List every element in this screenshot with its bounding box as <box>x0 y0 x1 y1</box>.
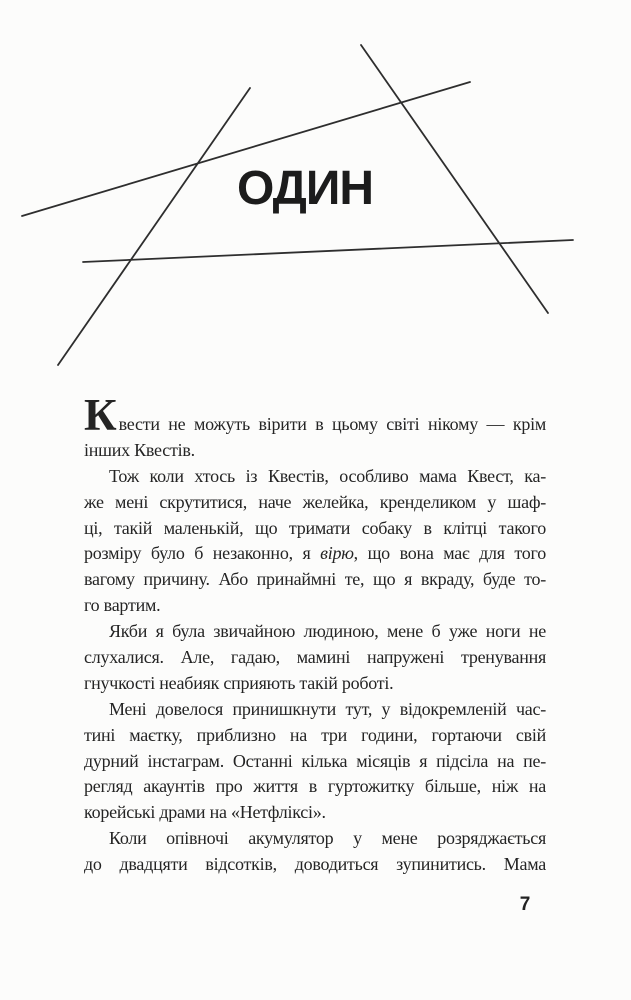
text-line: до двадцяти відсотків, доводиться зупинитись. Мама <box>84 854 546 875</box>
decoration-line <box>83 240 573 262</box>
decoration-line <box>58 88 250 365</box>
text-line: Якби я була звичайною людиною, мене б уже ноги не <box>109 621 546 642</box>
text-line: розміру було б незаконно, я вірю, що вона має для того <box>84 543 546 564</box>
text-line: Квести не можуть вірити в цьому світі нікому — крім <box>84 390 546 440</box>
body-text <box>84 390 546 878</box>
drop-cap-letter: К <box>84 390 117 440</box>
text-line: го вартим. <box>84 595 161 616</box>
text-line: Тож коли хтось із Квестів, особливо мама Квест, ка- <box>109 465 546 486</box>
text-line: інших Квестів. <box>84 439 195 460</box>
text-line: гнучкості неабияк сприяють такій роботі. <box>84 672 394 693</box>
text-line: дурний інстаграм. Останні кілька місяців я підсіла на пе- <box>84 750 546 771</box>
text-line: Мені довелося принишкнути тут, у відокремленій час- <box>109 698 546 719</box>
text-line: же мені скрутитися, наче желейка, кренделиком у шаф- <box>84 491 546 512</box>
text-line: тині маєтку, приблизно на три години, гортаючи свій <box>84 724 546 745</box>
text-line: регляд акаунтів про життя в гуртожитку більше, ніж на <box>84 776 546 797</box>
text-line: слухалися. Але, гадаю, мамині напружені тренування <box>84 647 546 668</box>
text-line: вагому причину. Або принаймні те, що я вкраду, буде то- <box>84 569 546 590</box>
chapter-title: ОДИН <box>236 162 374 215</box>
text-line: корейські драми на «Нетфліксі». <box>84 802 326 823</box>
page-number: 7 <box>519 894 531 915</box>
text-line: Коли опівночі акумулятор у мене розряджається <box>109 828 546 849</box>
text-line: ці, такій маленькій, що тримати собаку в клітці такого <box>84 517 546 538</box>
